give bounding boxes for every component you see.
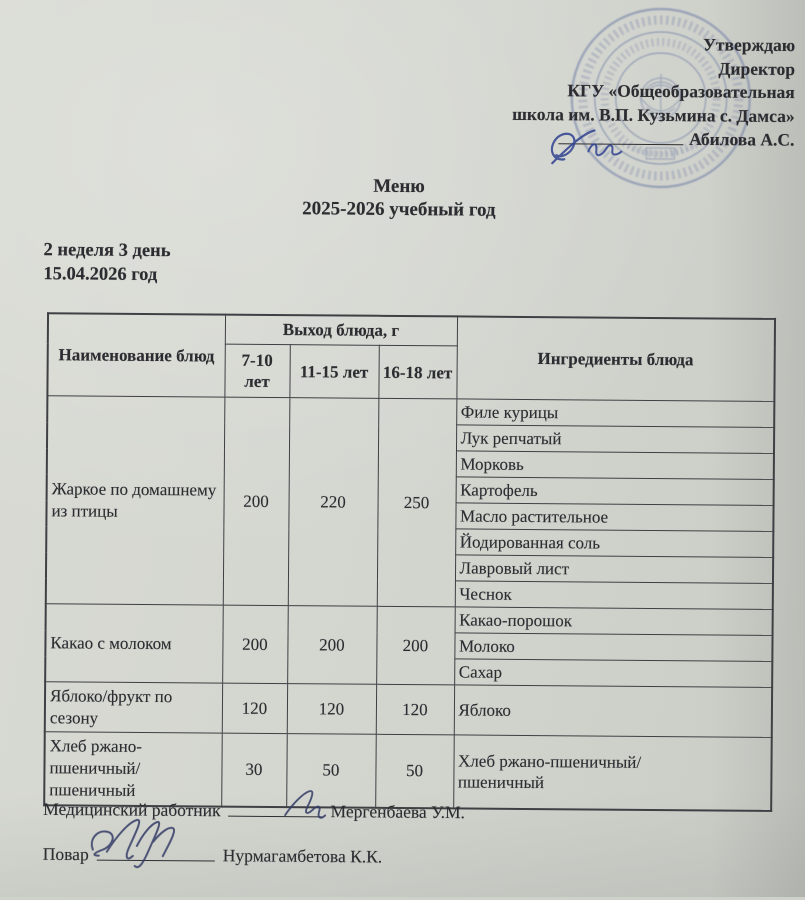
ingredient: Масло растительное [455,503,773,531]
title-year: 2025-2026 учебный год [302,198,496,221]
ingredient: Морковь [456,451,774,479]
cook-signature-row [43,842,383,867]
org-name-line2: школа им. В.П. Кузьмина с. Дамса» [512,103,795,126]
portion-16-18: 250 [377,398,457,607]
col-header-age-7-10: 7-10 лет [224,344,289,398]
medic-signature-row [43,797,465,823]
ingredient: Хлеб ржано-пшеничный/ пшеничный [453,735,772,811]
portion-7-10: 200 [222,605,288,684]
date: 15.04.2026 год [43,264,158,286]
portion-16-18: 200 [376,606,455,685]
dish-name: Хлеб ржано- пшеничный/ пшеничный [44,732,222,807]
approve-word: Утверждаю [703,34,796,56]
col-header-output-group: Выход блюда, г [225,315,457,346]
portion-7-10: 30 [221,733,287,807]
ingredient: Филе курицы [456,399,774,427]
medic-label: Медицинский работник [43,798,221,821]
table-row [46,604,773,636]
portion-11-15: 120 [287,684,376,735]
cook-label: Повар [42,843,89,865]
ingredient: Какао-порошок [455,607,773,635]
approval-block [512,32,795,152]
col-header-age-11-15: 11-15 лет [289,345,378,399]
page-title [2,172,796,224]
director-signature-line [512,126,795,152]
dish-name: Жаркое по домашнему из птицы [46,396,225,605]
ingredient: Чеснок [455,581,773,609]
col-header-dish-name: Наименование блюд [47,313,225,397]
org-name-line1: КГУ «Общеобразовательная [567,80,795,103]
cook-name: Нурмагамбетова К.К. [222,845,383,867]
ingredient: Картофель [456,477,774,505]
portion-16-18: 120 [376,684,454,735]
title-menu: Меню [373,175,425,198]
ingredient: Сахар [454,659,772,687]
col-header-ingredients: Ингредиенты блюда [456,316,775,401]
director-word: Директор [718,57,796,79]
menu-table [43,312,776,812]
portion-11-15: 50 [286,734,376,808]
week-day: 2 неделя 3 день [43,240,171,262]
signature-underline [97,843,215,862]
portion-7-10: 200 [223,397,290,606]
portion-16-18: 50 [375,734,454,808]
director-name: Абилова А.С. [689,128,795,150]
medic-name: Мергенбаева У.М. [330,801,466,823]
table-row [45,682,772,738]
dish-name: Какао с молоком [45,604,223,683]
portion-11-15: 220 [288,398,379,607]
ingredient: Молоко [454,633,772,661]
week-date-block [43,238,170,287]
table-row [47,396,774,428]
ingredient: Йодированная соль [455,529,773,557]
portion-7-10: 120 [222,683,287,734]
col-header-age-16-18: 16-18 лет [378,345,456,399]
signature-underline [229,799,323,817]
portion-11-15: 200 [287,606,377,685]
dish-name: Яблоко/фрукт по сезону [45,682,222,733]
ingredient: Лук репчатый [456,425,774,453]
signature-underline [558,126,683,145]
ingredient: Лавровый лист [455,555,773,583]
ingredient: Яблоко [454,685,772,737]
